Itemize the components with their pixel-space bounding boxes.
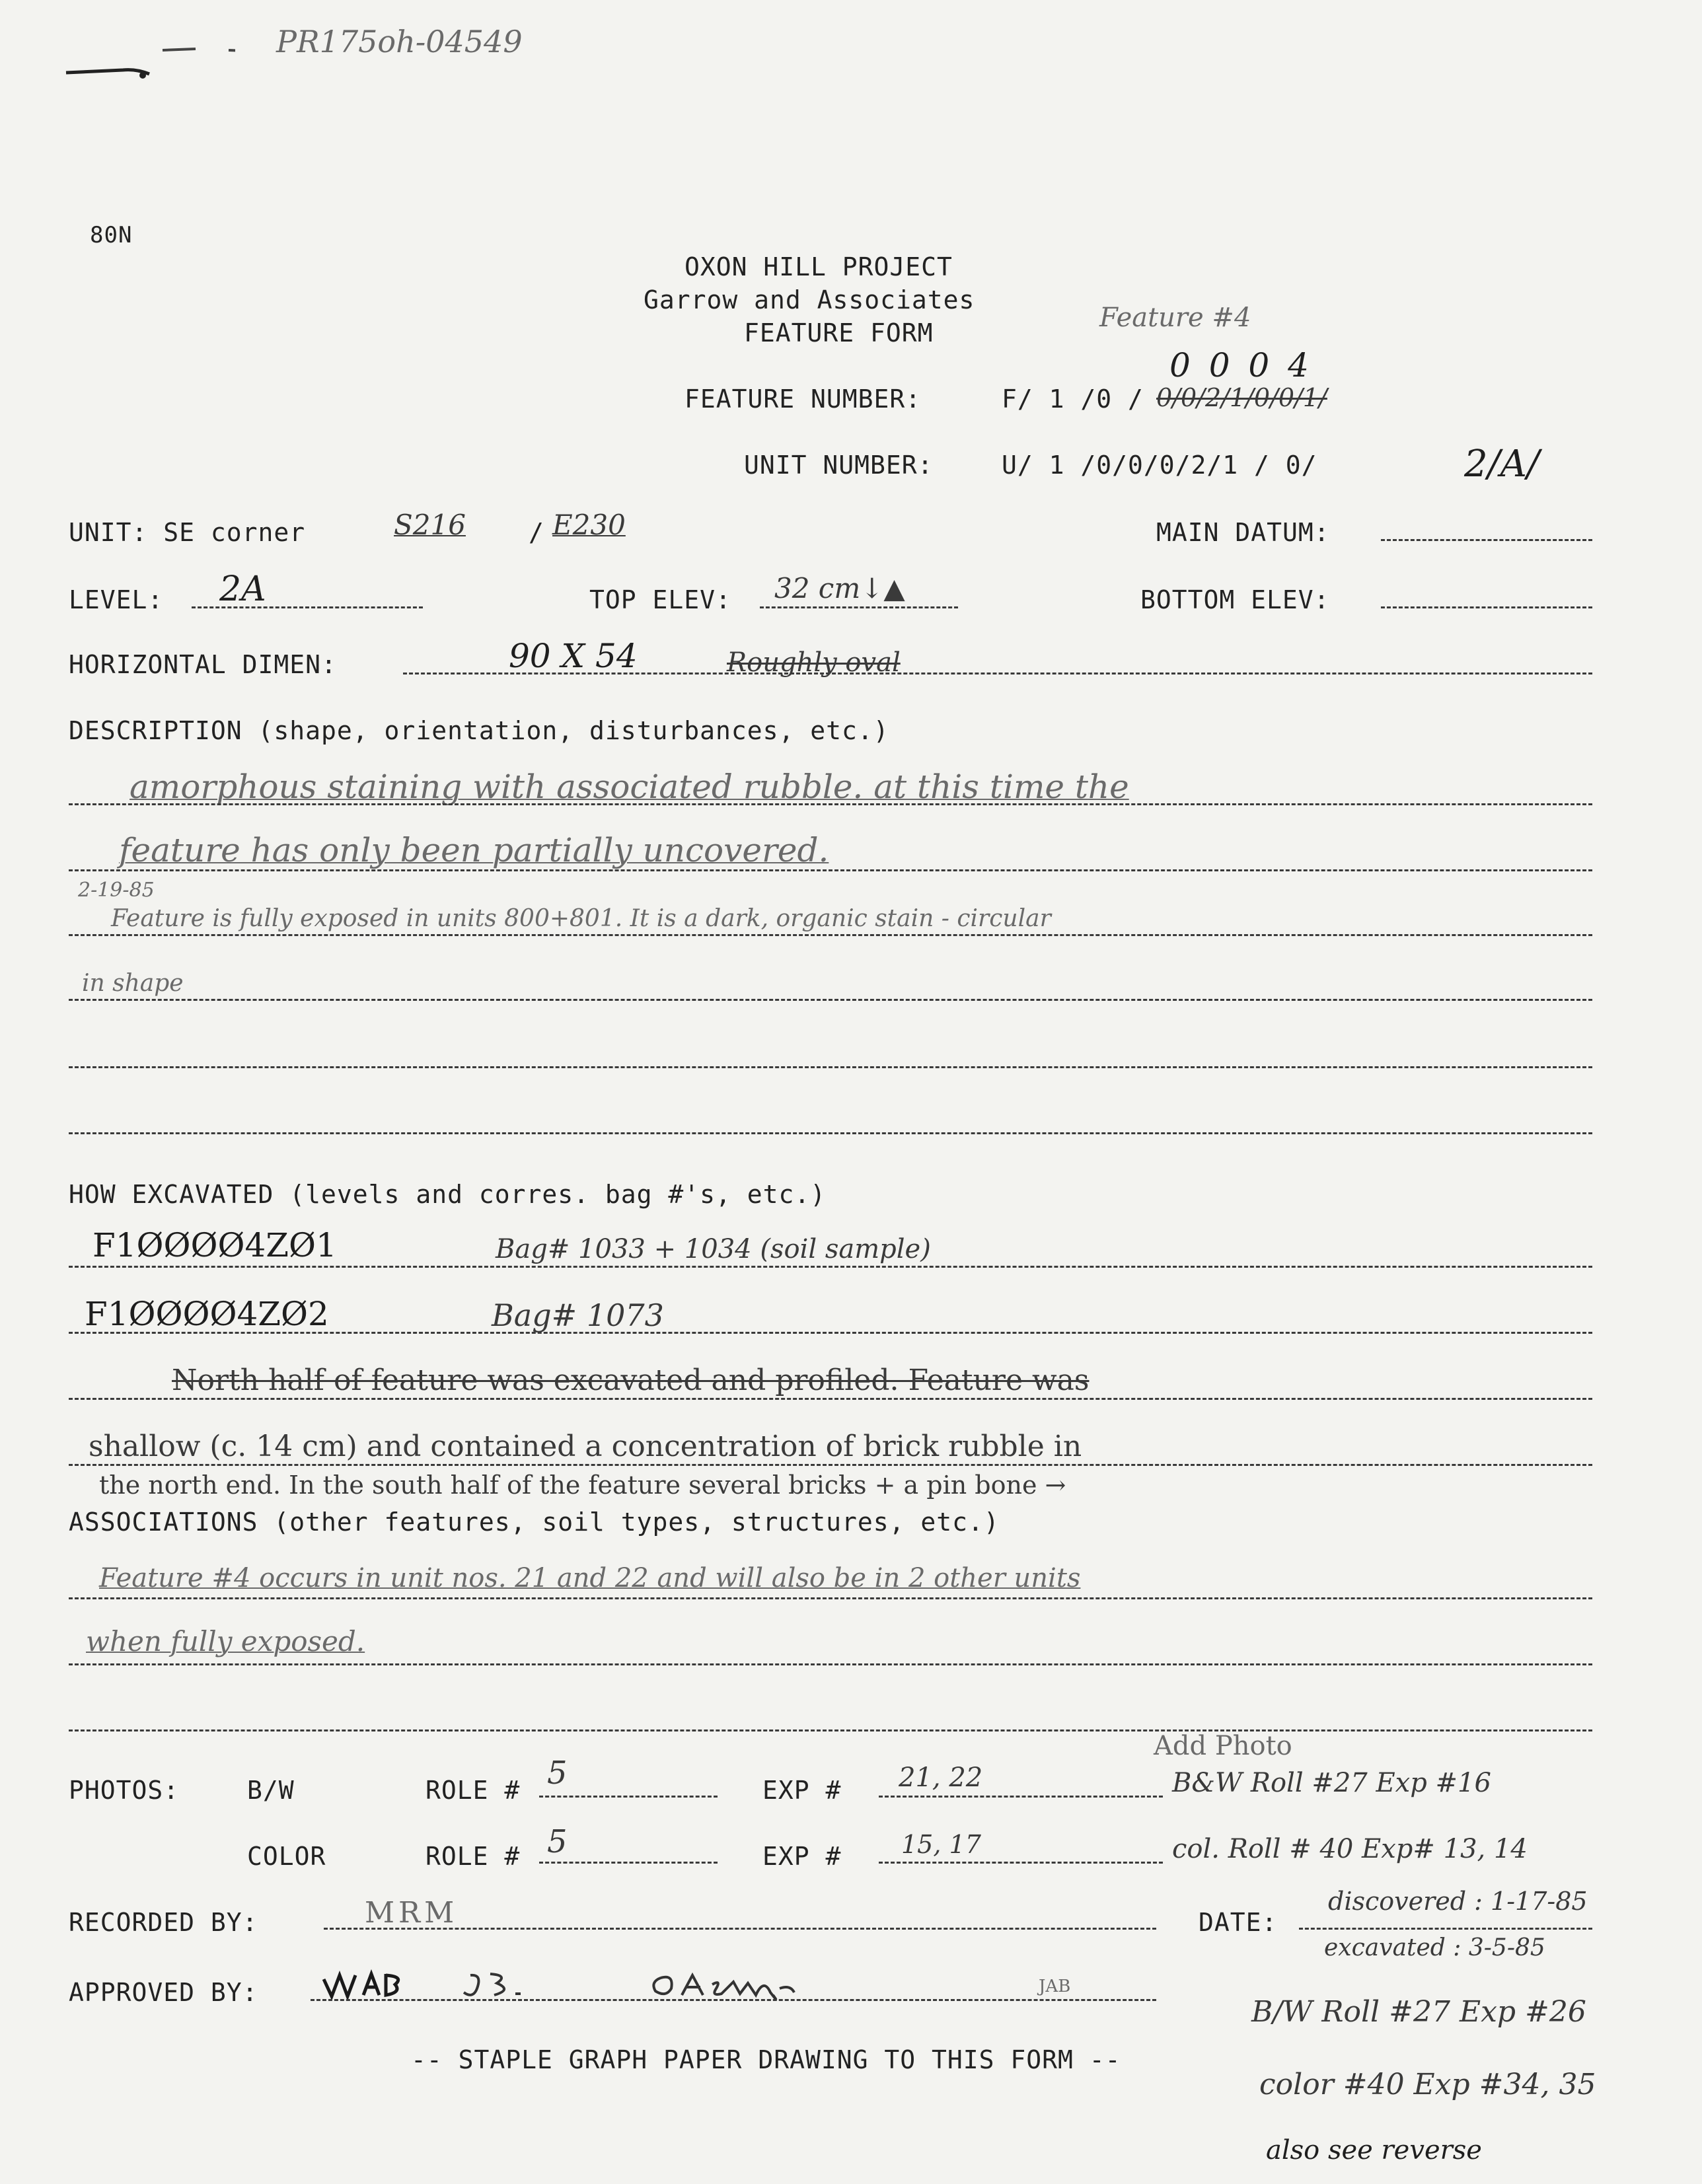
bottom-elev-line [1381,606,1592,608]
corner-note: 80N [90,222,133,248]
level-line [192,606,423,608]
photos-color-exp-label: EXP # [762,1842,842,1871]
level-value: 2A [219,569,266,609]
description-date-note: 2-19-85 [78,879,155,902]
photos-bw-exp-label: EXP # [762,1776,842,1805]
associations-rule-1 [69,1597,1592,1599]
how-excavated-rule-4 [69,1464,1592,1466]
description-line-2: feature has only been partially uncovered. [119,831,829,869]
bottom-note-color: color #40 Exp #34, 35 [1259,2068,1596,2101]
approved-by-small-initials: JAB [1039,1977,1071,1996]
photos-bw-exp-line [879,1796,1163,1798]
feature-number-prefix: F/ 1 /0 / [1002,384,1144,414]
date-label: DATE: [1199,1908,1278,1937]
add-photo-color: col. Roll # 40 Exp# 13, 14 [1172,1834,1528,1864]
photos-bw-role-line [539,1796,718,1798]
form-title: FEATURE FORM [744,318,934,347]
photos-color-label: COLOR [247,1842,326,1871]
horizontal-dimen-struck: Roughly oval [727,647,901,678]
unit-number-prefix: U/ 1 /0/0/0/2/1 / 0/ [1002,451,1317,480]
unit-north: S216 [394,509,466,541]
date-excavated: excavated : 3-5-85 [1324,1934,1545,1961]
unit-number-label: UNIT NUMBER: [744,451,934,480]
bottom-elev-label: BOTTOM ELEV: [1140,585,1330,614]
description-label: DESCRIPTION (shape, orientation, disturbances, etc.) [69,716,889,745]
feature-number-label: FEATURE NUMBER: [684,384,922,414]
level-label: LEVEL: [69,585,164,614]
photos-bw-exp-value: 21, 22 [899,1763,983,1793]
associations-rule-2 [69,1663,1592,1665]
unit-east: E230 [552,509,626,541]
main-datum-label: MAIN DATUM: [1156,518,1330,547]
description-line-3: Feature is fully exposed in units 800+801. It is a dark, organic stain - circular [111,905,1051,932]
bottom-note-reverse: also see reverse [1266,2135,1482,2166]
photos-color-role-value: 5 [547,1823,568,1860]
excavated-line-5: the north end. In the south half of the feature several bricks + a pin bone → [99,1471,1066,1500]
excavated-line-3: North half of feature was excavated and profiled. Feature was [172,1364,1090,1397]
approved-by-label: APPROVED BY: [69,1978,258,2007]
bottom-note-bw: B/W Roll #27 Exp #26 [1251,1995,1586,2029]
add-photo-bw: B&W Roll #27 Exp #16 [1172,1768,1491,1798]
feature-number-value: 0 0 0 4 [1169,346,1313,384]
photos-color-exp-value: 15, 17 [901,1830,981,1859]
photos-bw-role-value: 5 [547,1755,568,1792]
unit-number-value: 2/A/ [1464,443,1539,486]
horizontal-dimen-label: HORIZONTAL DIMEN: [69,650,337,679]
associations-rule-3 [69,1729,1592,1731]
photos-bw-label: B/W [247,1776,295,1805]
how-excavated-label: HOW EXCAVATED (levels and corres. bag #'s, etc.) [69,1180,827,1209]
description-rule-3 [69,934,1592,936]
recorded-by-label: RECORDED BY: [69,1908,258,1937]
add-photo-note: Add Photo [1154,1731,1292,1761]
recorded-by-value: MRM [365,1896,459,1930]
accession-number: PR175oh-04549 [276,24,523,59]
description-line-1: amorphous staining with associated rubble. at this time the [130,768,1129,806]
feature-note: Feature #4 [1099,303,1251,333]
top-elev-line [760,606,958,608]
firm-name: Garrow and Associates [644,285,975,314]
how-excavated-rule-3 [69,1398,1592,1400]
approved-by-line [311,1999,1156,2001]
horizontal-dimen-line [403,673,1592,674]
photos-bw-role-label: ROLE # [426,1776,521,1805]
excavated-entry-2-bag: Bag# 1073 [492,1297,664,1333]
main-datum-line [1381,539,1592,541]
unit-slash: / [529,518,544,547]
photos-color-role-line [539,1862,718,1864]
staple-note: -- STAPLE GRAPH PAPER DRAWING TO THIS FORM -- [411,2045,1121,2074]
how-excavated-rule-2 [69,1332,1592,1334]
how-excavated-rule-1 [69,1266,1592,1268]
description-rule-5 [69,1066,1592,1068]
photos-color-exp-line [879,1862,1163,1864]
description-rule-1 [69,803,1592,805]
project-title: OXON HILL PROJECT [684,252,953,281]
associations-line-2: when fully exposed. [86,1625,365,1657]
feature-number-struck: 0/0/2/1/0/0/1/ [1156,383,1327,412]
binder-marks [63,38,235,85]
associations-line-1: Feature #4 occurs in unit nos. 21 and 22 and will also be in 2 other units [99,1563,1081,1593]
unit-label: UNIT: SE corner [69,518,306,547]
top-elev-label: TOP ELEV: [589,585,731,614]
photos-color-role-label: ROLE # [426,1842,521,1871]
date-line [1299,1928,1592,1930]
description-line-4: in shape [82,970,184,997]
top-elev-value: 32 cm↓▲ [774,572,905,604]
associations-label: ASSOCIATIONS (other features, soil types, structures, etc.) [69,1508,1000,1537]
excavated-entry-2-code: F1ØØØØ4ZØ2 [85,1295,329,1333]
description-rule-4 [69,999,1592,1001]
description-rule-2 [69,869,1592,871]
recorded-by-line [324,1928,1156,1930]
binder-marks-svg [63,38,235,85]
horizontal-dimen-value: 90 X 54 [509,637,638,675]
excavated-entry-1-code: F1ØØØØ4ZØ1 [92,1226,337,1264]
description-rule-6 [69,1132,1592,1134]
excavated-line-4: shallow (c. 14 cm) and contained a concentration of brick rubble in [89,1430,1082,1463]
photos-label: PHOTOS: [69,1776,180,1805]
excavated-entry-1-bag: Bag# 1033 + 1034 (soil sample) [496,1234,931,1264]
date-discovered: discovered : 1-17-85 [1328,1887,1588,1916]
